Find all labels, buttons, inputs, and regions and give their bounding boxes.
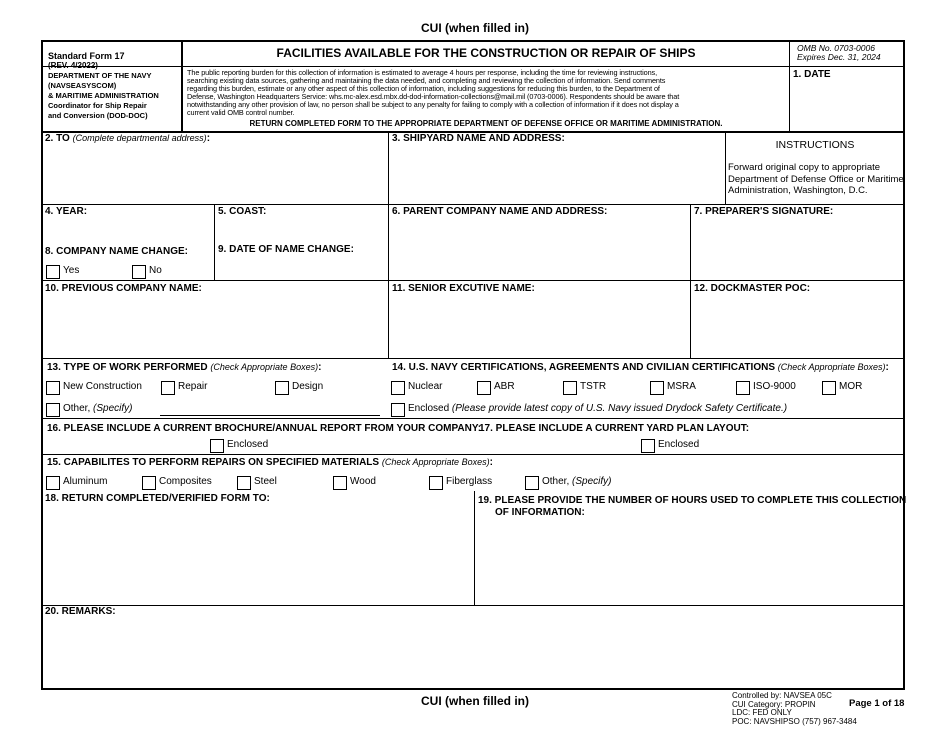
control-line: POC: NAVSHIPSO (757) 967-3484 [732, 716, 857, 726]
agency-line: and Conversion (DOD-DOC) [48, 111, 148, 120]
material-steel-checkbox[interactable] [237, 476, 251, 490]
control-line: LDC: FED ONLY [732, 708, 792, 717]
omb-expires: Expires Dec. 31, 2024 [797, 52, 881, 62]
coast-label: 5. COAST: [218, 206, 267, 217]
burden-line: searching existing data sources, gathering and maintaining the data needed, and completing and reviewing the collection of information. Send comments [187, 75, 666, 85]
omb-info [797, 44, 881, 62]
cui-banner-bottom: CUI (when filled in) [421, 694, 529, 708]
work-new-construction-checkbox[interactable] [46, 381, 60, 395]
hours-label-line: 19. PLEASE PROVIDE THE NUMBER OF HOURS USED TO COMPLETE THIS COLLECTION [478, 495, 907, 506]
material-wood-checkbox[interactable] [333, 476, 347, 490]
previous-company-field[interactable] [43, 296, 386, 356]
to-address-field[interactable] [43, 146, 386, 202]
cui-banner-top: CUI (when filled in) [421, 21, 529, 35]
work-other-label: Other, (Specify) [63, 403, 133, 414]
burden-line: The public reporting burden for this collection of information is estimated to average 4 hours per response, including the time for reviewing instructions, [187, 68, 657, 77]
hours-field[interactable] [476, 522, 903, 604]
material-fiberglass-label: Fiberglass [446, 476, 493, 487]
page-number: Page 1 of 18 [849, 698, 905, 709]
work-other-specify-field[interactable] [160, 402, 380, 416]
preparer-signature-label: 7. PREPARER'S SIGNATURE: [694, 206, 834, 217]
certifications-label: 14. U.S. NAVY CERTIFICATIONS, AGREEMENTS AND CIVILIAN CERTIFICATIONS (Check Appropriate Boxes): [392, 362, 889, 373]
date-label: 1. DATE [793, 69, 831, 80]
return-verified-field[interactable] [43, 506, 472, 604]
form-title: FACILITIES AVAILABLE FOR THE CONSTRUCTION OR REPAIR OF SHIPS [276, 46, 696, 60]
preparer-signature-field[interactable] [692, 219, 903, 278]
agency-line: & MARITIME ADMINISTRATION [48, 91, 159, 100]
to-label: 2. TO (Complete departmental address): [45, 133, 211, 144]
yard-plan-label: 17. PLEASE INCLUDE A CURRENT YARD PLAN LAYOUT: [479, 423, 750, 434]
material-other-checkbox[interactable] [525, 476, 539, 490]
date-name-change-label: 9. DATE OF NAME CHANGE: [218, 244, 354, 255]
hours-label-line: OF INFORMATION: [495, 507, 585, 518]
cert-mor-label: MOR [839, 381, 863, 392]
agency-line: (NAVSEASYSCOM) [48, 81, 117, 90]
remarks-label: 20. REMARKS: [45, 606, 116, 617]
burden-line: notwithstanding any other provision of law, no person shall be subject to any penalty for failing to comply with a collection of information if it does not display a [187, 99, 679, 109]
cert-iso9000-checkbox[interactable] [736, 381, 750, 395]
material-composites-checkbox[interactable] [142, 476, 156, 490]
dockmaster-poc-field[interactable] [692, 296, 903, 356]
control-marking [732, 692, 857, 726]
remarks-field[interactable] [43, 620, 903, 688]
senior-executive-label: 11. SENIOR EXCUTIVE NAME: [392, 283, 535, 294]
material-composites-label: Composites [159, 476, 212, 487]
work-type-label: 13. TYPE OF WORK PERFORMED (Check Appropriate Boxes): [47, 362, 322, 373]
work-other-checkbox[interactable] [46, 403, 60, 417]
company-name-change-label: 8. COMPANY NAME CHANGE: [45, 246, 188, 257]
yard-plan-enclosed-checkbox[interactable] [641, 439, 655, 453]
burden-statement [187, 69, 787, 116]
name-change-no-checkbox[interactable] [132, 265, 146, 279]
dockmaster-poc-label: 12. DOCKMASTER POC: [694, 283, 811, 294]
work-design-checkbox[interactable] [275, 381, 289, 395]
senior-executive-field[interactable] [390, 296, 688, 356]
brochure-enclosed-label: Enclosed [227, 439, 269, 450]
instructions-text [728, 162, 904, 197]
instructions-line: Forward original copy to appropriate [728, 162, 881, 173]
form-number: Standard Form 17 [48, 51, 125, 61]
cert-nuclear-checkbox[interactable] [391, 381, 405, 395]
work-repair-label: Repair [178, 381, 208, 392]
name-change-yes-label: Yes [63, 265, 80, 276]
previous-company-label: 10. PREVIOUS COMPANY NAME: [45, 283, 202, 294]
control-line: CUI Category: PROPIN [732, 699, 816, 709]
cert-abr-checkbox[interactable] [477, 381, 491, 395]
hours-label [478, 495, 906, 519]
material-other-label: Other, (Specify) [542, 476, 612, 487]
parent-company-field[interactable] [390, 219, 688, 278]
brochure-enclosed-checkbox[interactable] [210, 439, 224, 453]
cert-tstr-checkbox[interactable] [563, 381, 577, 395]
material-steel-label: Steel [254, 476, 277, 487]
cert-iso9000-label: ISO-9000 [753, 381, 796, 392]
cert-enclosed-label: Enclosed (Please provide latest copy of U.S. Navy issued Drydock Safety Certificate.) [408, 403, 788, 414]
cert-abr-label: ABR [494, 381, 515, 392]
omb-number: OMB No. 0703-0006 [797, 43, 875, 53]
shipyard-label: 3. SHIPYARD NAME AND ADDRESS: [392, 133, 565, 144]
form-identity [48, 51, 180, 121]
cert-tstr-label: TSTR [580, 381, 607, 392]
cert-msra-label: MSRA [667, 381, 696, 392]
material-fiberglass-checkbox[interactable] [429, 476, 443, 490]
shipyard-address-field[interactable] [390, 146, 723, 202]
material-aluminum-checkbox[interactable] [46, 476, 60, 490]
brochure-label: 16. PLEASE INCLUDE A CURRENT BROCHURE/ANNUAL REPORT FROM YOUR COMPANY: [47, 423, 482, 434]
control-line: Controlled by: NAVSEA 05C [732, 691, 832, 700]
cert-mor-checkbox[interactable] [822, 381, 836, 395]
materials-label: 15. CAPABILITES TO PERFORM REPAIRS ON SPECIFIED MATERIALS (Check Appropriate Boxes): [47, 457, 493, 468]
work-new-construction-label: New Construction [63, 381, 142, 392]
burden-line: regarding this burden, estimate or any other aspect of this collection of information, including suggestions for reducing this burden, to the Department of [187, 83, 660, 93]
work-repair-checkbox[interactable] [161, 381, 175, 395]
name-change-yes-checkbox[interactable] [46, 265, 60, 279]
yard-plan-enclosed-label: Enclosed [658, 439, 700, 450]
material-aluminum-label: Aluminum [63, 476, 108, 487]
agency-line: Coordinator for Ship Repair [48, 101, 147, 110]
agency-line: DEPARTMENT OF THE NAVY [48, 71, 152, 80]
name-change-no-label: No [149, 265, 162, 276]
cert-nuclear-label: Nuclear [408, 381, 443, 392]
parent-company-label: 6. PARENT COMPANY NAME AND ADDRESS: [392, 206, 608, 217]
form-revision: (REV. 4/2022) [48, 61, 98, 70]
material-wood-label: Wood [350, 476, 376, 487]
year-label: 4. YEAR: [45, 206, 88, 217]
burden-line: Defense, Washington Headquarters Service: whs.mc-alex.esd.mbx.dd-dod-information-collections@mail.mil (0703-0006). Respondents should be aware that [187, 91, 680, 101]
return-note: RETURN COMPLETED FORM TO THE APPROPRIATE DEPARTMENT OF DEFENSE OFFICE OR MARITIME ADMINISTRATION. [249, 119, 723, 128]
work-design-label: Design [292, 381, 324, 392]
burden-line: current valid OMB control number. [187, 107, 295, 117]
instructions-line: Administration, Washington, D.C. [728, 185, 868, 196]
instructions-line: Department of Defense Office or Maritime [728, 173, 904, 185]
date-field[interactable] [791, 80, 903, 130]
cert-enclosed-checkbox[interactable] [391, 403, 405, 417]
cert-msra-checkbox[interactable] [650, 381, 664, 395]
instructions-title: INSTRUCTIONS [775, 139, 855, 151]
return-verified-label: 18. RETURN COMPLETED/VERIFIED FORM TO: [45, 493, 270, 504]
